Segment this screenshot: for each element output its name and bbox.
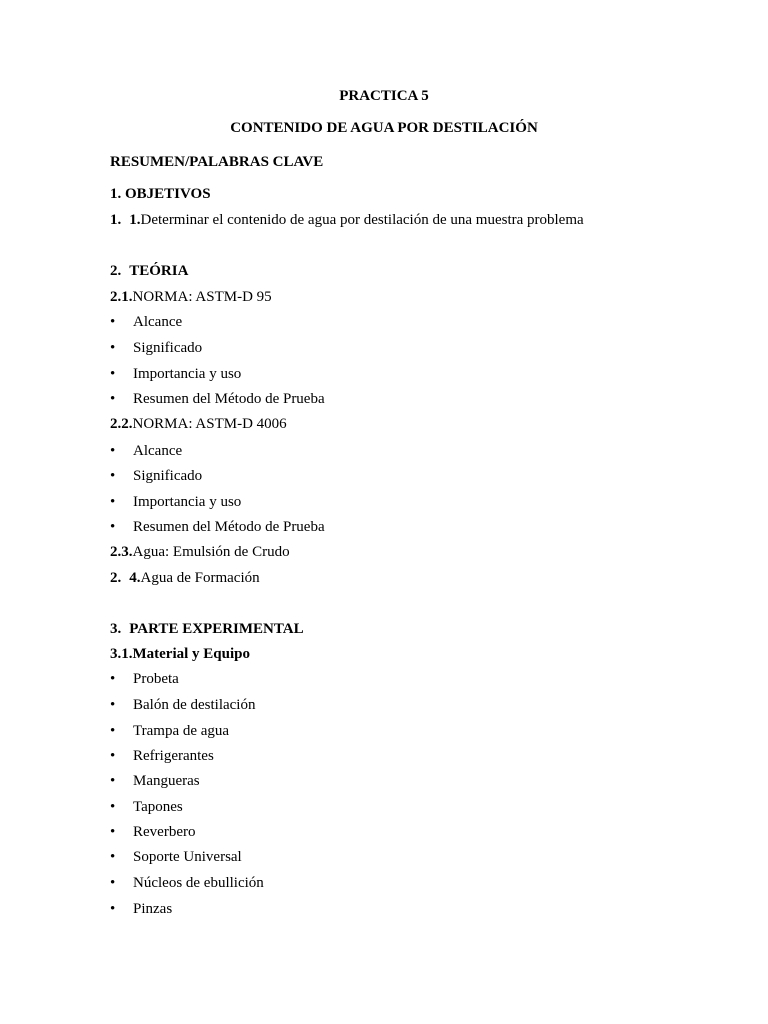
- material-equipment-heading: 3.1.Material y Equipo: [110, 646, 251, 662]
- bullet-icon: •: [110, 314, 116, 330]
- list-item-text: Resumen del Método de Prueba: [133, 519, 325, 535]
- bullet-icon: •: [110, 391, 116, 407]
- bullet-icon: •: [110, 697, 116, 713]
- list-item-text: Tapones: [133, 799, 183, 815]
- bullet-icon: •: [110, 723, 116, 739]
- bullet-icon: •: [110, 366, 116, 382]
- bullet-icon: •: [110, 773, 116, 789]
- objective-item: [110, 211, 584, 229]
- list-item-text: Probeta: [133, 671, 179, 687]
- formation-water-number: 2.: [110, 570, 122, 586]
- list-item-text: Significado: [133, 340, 203, 356]
- list-item-text: Soporte Universal: [133, 849, 242, 865]
- bullet-icon: •: [110, 901, 116, 917]
- bullet-icon: •: [110, 824, 116, 840]
- list-item-text: Alcance: [133, 443, 183, 459]
- list-item-text: Refrigerantes: [133, 748, 214, 764]
- experimental-heading-text: PARTE EXPERIMENTAL: [129, 621, 304, 637]
- list-item-text: Balón de destilación: [133, 697, 256, 713]
- page-subtitle: CONTENIDO DE AGUA POR DESTILACIÓN: [230, 120, 538, 136]
- bullet-icon: •: [110, 849, 116, 865]
- theory-heading: [110, 262, 188, 280]
- abstract-heading: RESUMEN/PALABRAS CLAVE: [110, 154, 324, 170]
- bullet-icon: •: [110, 468, 116, 484]
- water-emulsion-subsection: [110, 543, 290, 561]
- bullet-icon: •: [110, 494, 116, 510]
- bullet-icon: •: [110, 340, 116, 356]
- list-item-text: Significado: [133, 468, 203, 484]
- water-emulsion-text: Agua: Emulsión de Crudo: [132, 544, 290, 560]
- theory-heading-number: 2.: [110, 263, 122, 279]
- list-item-text: Núcleos de ebullición: [133, 875, 264, 891]
- formation-water-text: Agua de Formación: [140, 570, 260, 586]
- page-title: PRACTICA 5: [339, 88, 429, 104]
- norm-astm-d95: [110, 288, 272, 306]
- experimental-heading: [110, 620, 304, 638]
- norm-astm-d4006: [110, 415, 287, 433]
- theory-heading-text: TEÓRIA: [129, 263, 189, 279]
- bullet-icon: •: [110, 671, 116, 687]
- formation-water-subsection: [110, 569, 260, 587]
- list-item-text: Importancia y uso: [133, 366, 242, 382]
- water-emulsion-number: 2.3.: [110, 544, 133, 560]
- bullet-icon: •: [110, 748, 116, 764]
- objective-item-prefix: 1.: [110, 212, 122, 228]
- objective-item-text: Determinar el contenido de agua por destilación de una muestra problema: [140, 212, 584, 228]
- experimental-heading-number: 3.: [110, 621, 122, 637]
- list-item-text: Importancia y uso: [133, 494, 242, 510]
- bullet-icon: •: [110, 443, 116, 459]
- list-item-text: Pinzas: [133, 901, 173, 917]
- norm-astm-d95-number: 2.1.: [110, 289, 133, 305]
- list-item-text: Reverbero: [133, 824, 196, 840]
- norm-astm-d95-text: NORMA: ASTM-D 95: [132, 289, 272, 305]
- objective-item-subprefix: 1.: [129, 212, 141, 228]
- list-item-text: Mangueras: [133, 773, 200, 789]
- list-item-text: Trampa de agua: [133, 723, 230, 739]
- norm-astm-d4006-text: NORMA: ASTM-D 4006: [132, 416, 287, 432]
- list-item-text: Alcance: [133, 314, 183, 330]
- bullet-icon: •: [110, 519, 116, 535]
- bullet-icon: •: [110, 799, 116, 815]
- bullet-icon: •: [110, 875, 116, 891]
- formation-water-subnumber: 4.: [129, 570, 141, 586]
- objectives-heading: 1. OBJETIVOS: [110, 186, 211, 202]
- norm-astm-d4006-number: 2.2.: [110, 416, 133, 432]
- list-item-text: Resumen del Método de Prueba: [133, 391, 325, 407]
